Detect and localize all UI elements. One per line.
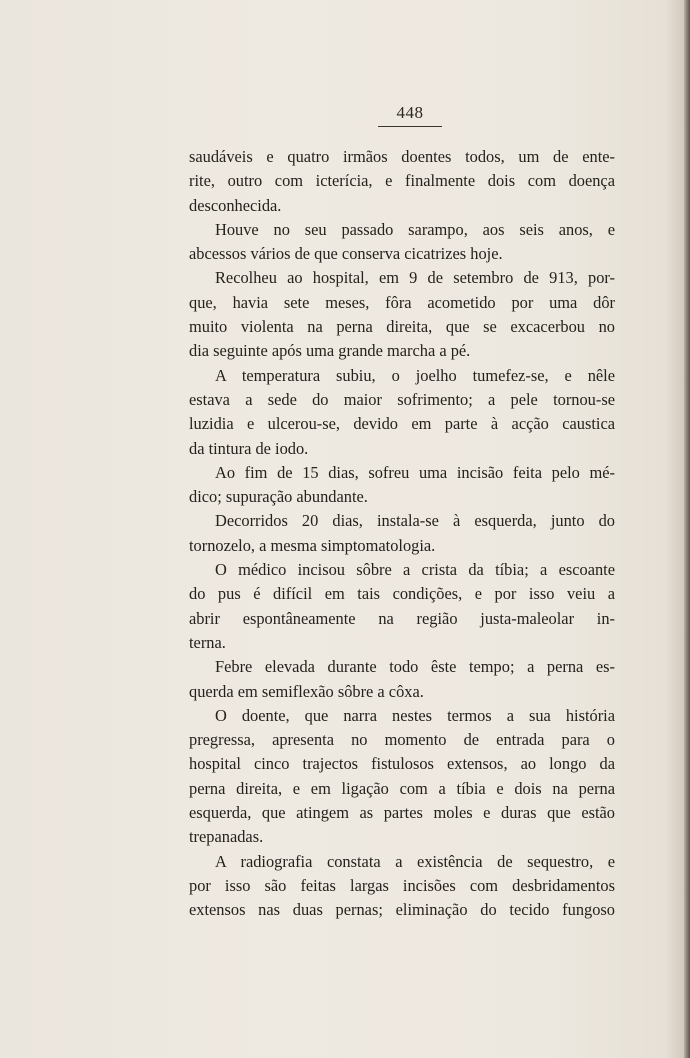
text-line: que, havia sete meses, fôra acometido por uma dôr [189, 292, 615, 312]
text-line: da tintura de iodo. [189, 438, 309, 458]
text-line: abrir espontâneamente na região justa-maleolar in- [189, 608, 615, 628]
text-line: Houve no seu passado sarampo, aos seis anos, e [215, 219, 615, 239]
text-line: esquerda, que atingem as partes moles e duras que estão [189, 803, 615, 823]
text-line: Febre elevada durante todo êste tempo; a perna es- [215, 657, 615, 677]
text-line: terna. [189, 632, 226, 652]
text-line: pregressa, apresenta no momento de entrada para o [189, 730, 615, 750]
text-line: hospital cinco trajectos fistulosos extensos, ao longo da [189, 754, 615, 774]
text-line: O médico incisou sôbre a crista da tíbia; a escoante [215, 560, 615, 580]
text-line: Ao fim de 15 dias, sofreu uma incisão feita pelo mé- [215, 462, 615, 482]
page-number: 448 [396, 103, 424, 122]
text-line: do pus é difícil em tais condições, e por isso veiu a [189, 584, 615, 604]
page-edge-shadow [684, 0, 690, 1058]
text-line: desconhecida. [189, 195, 282, 215]
text-line: O doente, que narra nestes termos a sua história [215, 705, 615, 725]
text-line: querda em semiflexão sôbre a côxa. [189, 681, 424, 701]
text-line: por isso são feitas largas incisões com desbridamentos [189, 875, 615, 895]
text-line: A temperatura subiu, o joelho tumefez-se, e nêle [215, 365, 615, 385]
text-line: perna direita, e em ligação com a tíbia e dois na perna [189, 778, 615, 798]
text-line: Decorridos 20 dias, instala-se à esquerda, junto do [215, 511, 615, 531]
text-line: saudáveis e quatro irmãos doentes todos, um de ente- [189, 147, 615, 166]
text-line: dia seguinte após uma grande marcha a pé. [189, 341, 471, 361]
page-number-rule [378, 126, 442, 127]
text-line: dico; supuração abundante. [189, 487, 368, 507]
text-line: muito violenta na perna direita, que se excacerbou no [189, 317, 615, 337]
text-line: tornozelo, a mesma simptomatologia. [189, 535, 436, 555]
body-text [189, 145, 615, 923]
text-line: trepanadas. [189, 827, 264, 847]
text-line: extensos nas duas pernas; eliminação do tecido fungoso [189, 900, 615, 920]
text-line: Recolheu ao hospital, em 9 de setembro de 913, por- [215, 268, 615, 288]
text-line: luzidia e ulcerou-se, devido em parte à acção caustica [189, 414, 615, 434]
text-line: estava a sede do maior sofrimento; a pele tornou-se [189, 389, 615, 409]
text-line: A radiografia constata a existência de sequestro, e [215, 851, 615, 871]
text-line: rite, outro com icterícia, e finalmente dois com doença [189, 171, 615, 191]
text-line: abcessos vários de que conserva cicatrizes hoje. [189, 244, 503, 264]
